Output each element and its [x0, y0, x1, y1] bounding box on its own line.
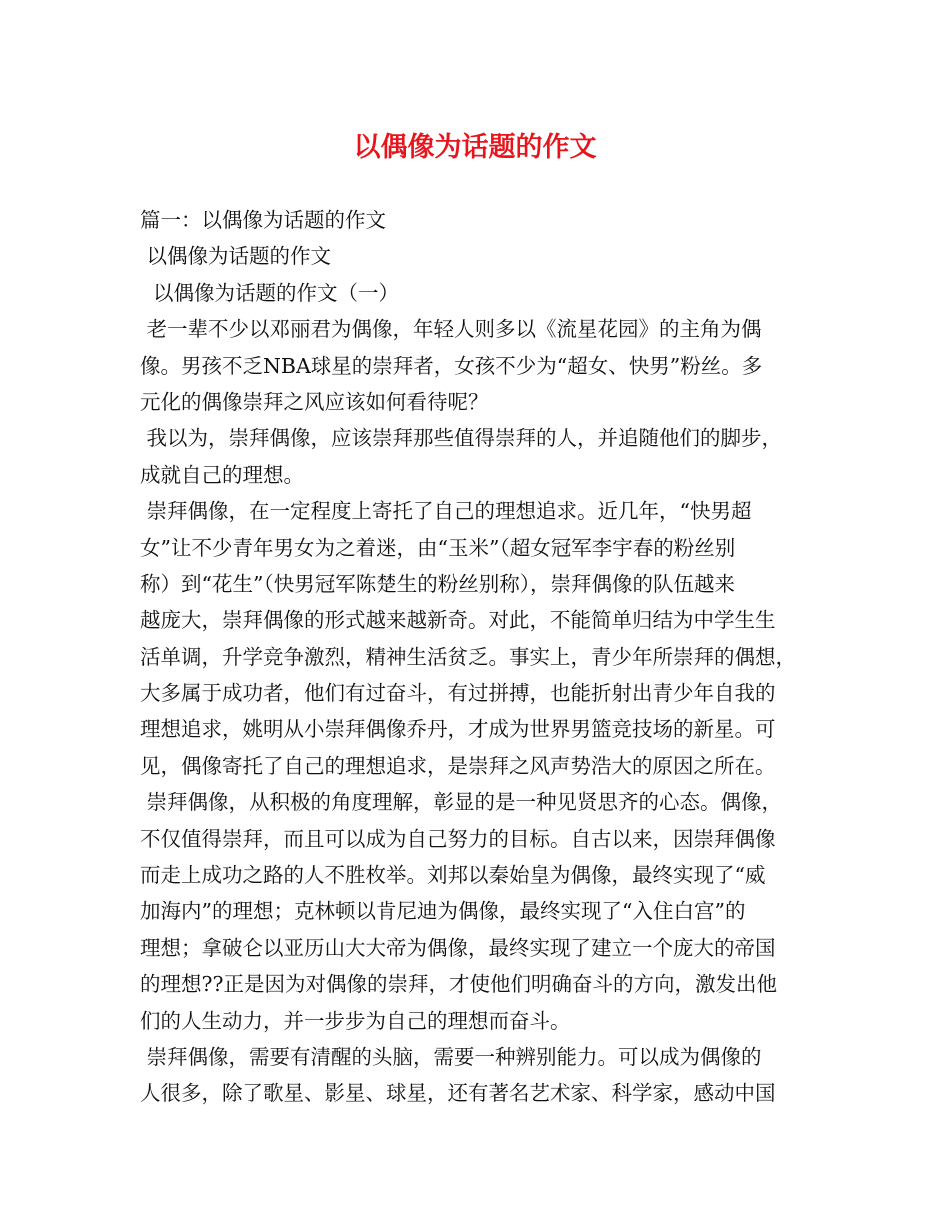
text-line: 女”让不少青年男女为之着迷，由“玉米”（超女冠军李宇春的粉丝别: [140, 535, 736, 560]
text-line: 我以为，崇拜偶像，应该崇拜那些值得崇拜的人，并追随他们的脚步，: [140, 426, 783, 451]
text-line: 崇拜偶像，在一定程度上寄托了自己的理想追求。近几年，“快男超: [140, 499, 752, 524]
text-line: 大多属于成功者，他们有过奋斗，有过拼搏，也能折射出青少年自我的: [140, 681, 776, 706]
text-line: 元化的偶像崇拜之风应该如何看待呢？: [140, 389, 489, 414]
text-line: 不仅值得崇拜，而且可以成为自己努力的目标。自古以来，因崇拜偶像: [140, 826, 776, 851]
text-line: 越庞大，崇拜偶像的形式越来越新奇。对此，不能简单归结为中学生生: [140, 608, 776, 633]
text-line: 老一辈不少以邓丽君为偶像，年轻人则多以《流星花园》的主角为偶: [140, 317, 762, 342]
text-line: 成就自己的理想。: [140, 462, 304, 487]
text-line: 加海内”的理想；克林顿以肯尼迪为偶像，最终实现了“入住白宫”的: [140, 899, 746, 924]
document-title: 以偶像为话题的作文: [353, 132, 597, 163]
text-line: 像。男孩不乏NBA球星的崇拜者，女孩不少为“超女、快男”粉丝。多: [140, 353, 763, 378]
text-line: 崇拜偶像，需要有清醒的头脑，需要一种辨别能力。可以成为偶像的: [140, 1044, 762, 1069]
text-line: 崇拜偶像，从积极的角度理解，彰显的是一种见贤思齐的心态。偶像，: [140, 790, 783, 815]
text-line: 的理想??正是因为对偶像的崇拜，才使他们明确奋斗的方向，激发出他: [140, 972, 777, 997]
text-line: 篇一：以偶像为话题的作文: [140, 208, 386, 232]
text-line: 见，偶像寄托了自己的理想追求，是崇拜之风声势浩大的原因之所在。: [140, 753, 776, 778]
text-line: 称）到“花生”（快男冠军陈楚生的粉丝别称），崇拜偶像的队伍越来: [140, 571, 735, 596]
text-line: 活单调，升学竞争激烈，精神生活贫乏。事实上，青少年所崇拜的偶想，: [140, 644, 796, 669]
text-line: 们的人生动力，并一步步为自己的理想而奋斗。: [140, 1008, 571, 1033]
text-line: 理想追求，姚明从小崇拜偶像乔丹，才成为世界男篮竞技场的新星。可: [140, 717, 776, 742]
text-line: 人很多，除了歌星、影星、球星，还有著名艺术家、科学家，感动中国: [140, 1081, 776, 1106]
document-body: [140, 202, 820, 1112]
text-line: 以偶像为话题的作文（一）: [140, 280, 400, 305]
text-line: 理想；拿破仑以亚历山大大帝为偶像，最终实现了建立一个庞大的帝国: [140, 935, 776, 960]
text-line: 而走上成功之路的人不胜枚举。刘邦以秦始皇为偶像，最终实现了“威: [140, 863, 766, 888]
text-line: 以偶像为话题的作文: [140, 244, 332, 269]
